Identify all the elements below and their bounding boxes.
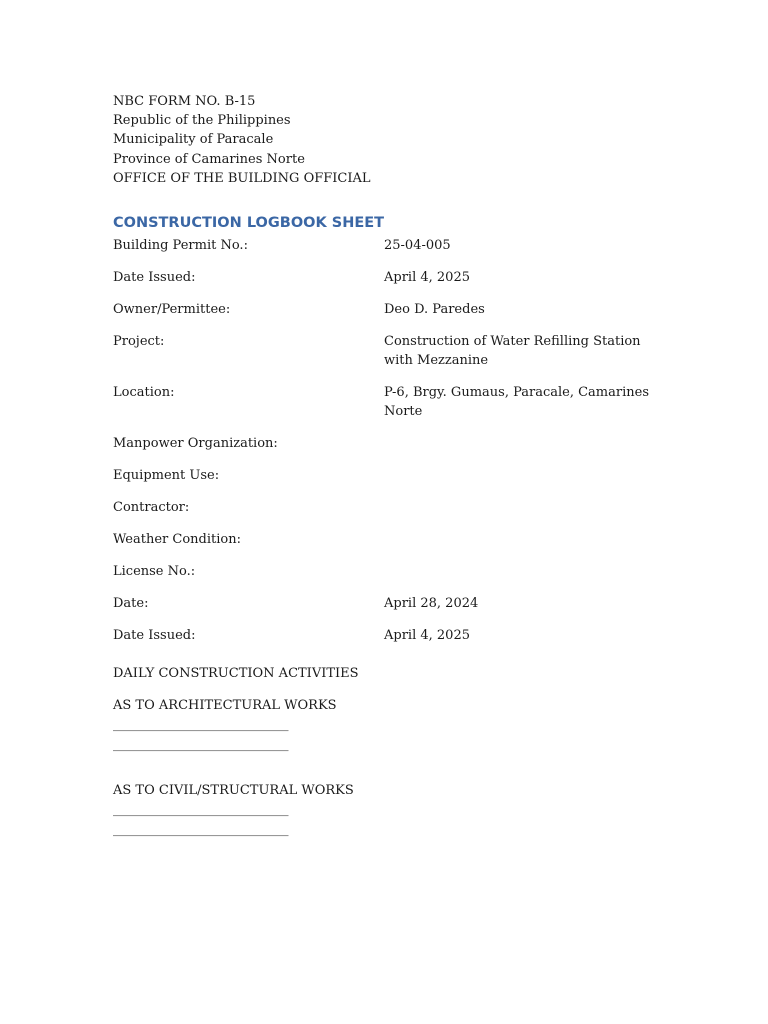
field-row-date-issued xyxy=(113,268,673,287)
field-row-date-issued-2 xyxy=(113,626,673,645)
field-label: Owner/Permittee: xyxy=(113,301,231,317)
logbook-fields xyxy=(113,236,673,645)
field-row-permit xyxy=(113,236,673,255)
field-label: Building Permit No.: xyxy=(113,237,248,253)
field-label: Date Issued: xyxy=(113,627,196,643)
activities-section xyxy=(113,664,673,840)
field-row-project xyxy=(113,332,673,370)
form-number: NBC FORM NO. B-15 xyxy=(113,94,256,109)
field-value: April 4, 2025 xyxy=(384,627,470,643)
field-label: Contractor: xyxy=(113,499,190,515)
field-value: Deo D. Paredes xyxy=(384,301,485,317)
field-value: P-6, Brgy. Gumaus, Paracale, Camarines Norte xyxy=(384,384,649,419)
field-row-weather xyxy=(113,530,673,549)
field-label: Date: xyxy=(113,595,149,611)
office-line: OFFICE OF THE BUILDING OFFICIAL xyxy=(113,170,371,186)
field-label: Manpower Organization: xyxy=(113,435,278,451)
civil-blank-line: ___________________________ xyxy=(113,801,289,817)
field-value xyxy=(384,498,673,517)
field-row-manpower xyxy=(113,434,673,453)
field-value xyxy=(384,562,673,581)
field-label: Weather Condition: xyxy=(113,531,241,547)
field-value: April 4, 2025 xyxy=(384,269,470,285)
architectural-heading: AS TO ARCHITECTURAL WORKS xyxy=(113,697,337,713)
municipality-line: Municipality of Paracale xyxy=(113,132,274,148)
field-value xyxy=(384,434,673,453)
province-line: Province of Camarines Norte xyxy=(113,151,305,167)
field-value: 25-04-005 xyxy=(384,237,451,253)
field-value: April 28, 2024 xyxy=(384,595,479,611)
field-label: Equipment Use: xyxy=(113,467,220,483)
document-title: CONSTRUCTION LOGBOOK SHEET xyxy=(113,214,385,231)
republic-line: Republic of the Philippines xyxy=(113,113,291,129)
field-row-location xyxy=(113,383,673,421)
field-value xyxy=(384,466,673,485)
field-value: Construction of Water Refilling Station with Mezzanine xyxy=(384,333,641,368)
field-label: License No.: xyxy=(113,563,196,579)
section-spacer xyxy=(113,755,673,781)
logbook-document xyxy=(113,92,673,840)
field-row-license xyxy=(113,562,673,581)
document-header xyxy=(113,92,673,188)
architectural-blank-line: ___________________________ xyxy=(113,736,289,752)
activities-heading: DAILY CONSTRUCTION ACTIVITIES xyxy=(113,665,359,681)
civil-heading: AS TO CIVIL/STRUCTURAL WORKS xyxy=(113,782,354,798)
field-row-equipment xyxy=(113,466,673,485)
field-label: Project: xyxy=(113,333,165,349)
field-row-owner xyxy=(113,300,673,319)
civil-blank-line: ___________________________ xyxy=(113,821,289,837)
field-value xyxy=(384,530,673,549)
field-label: Location: xyxy=(113,384,175,400)
field-row-contractor xyxy=(113,498,673,517)
architectural-blank-line: ___________________________ xyxy=(113,716,289,732)
field-label: Date Issued: xyxy=(113,269,196,285)
field-row-date xyxy=(113,594,673,613)
